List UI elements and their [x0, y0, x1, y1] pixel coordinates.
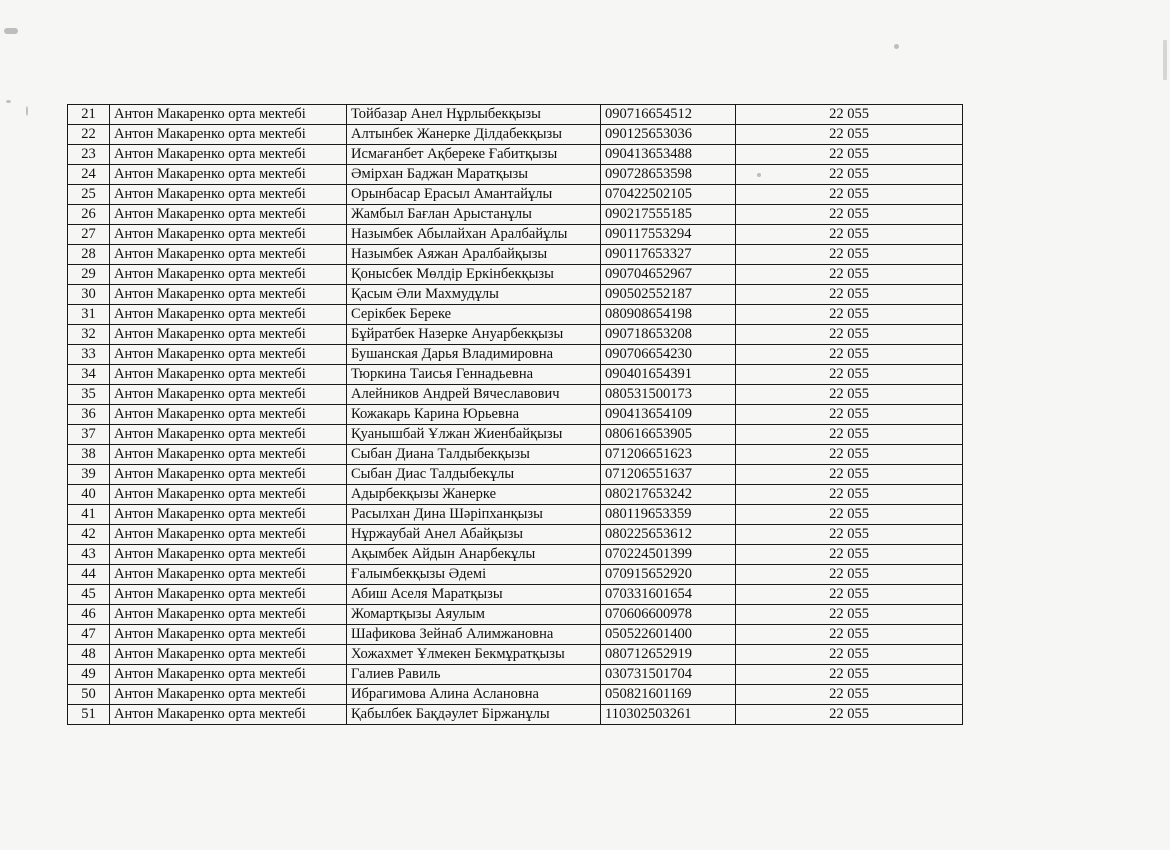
row-number: 41: [68, 505, 110, 525]
row-number: 24: [68, 165, 110, 185]
school-code: 22 055: [736, 365, 963, 385]
school-name: Антон Макаренко орта мектебі: [110, 185, 347, 205]
table-row: [68, 305, 963, 325]
school-code: 22 055: [736, 705, 963, 725]
school-name: Антон Макаренко орта мектебі: [110, 205, 347, 225]
row-number: 22: [68, 125, 110, 145]
row-number: 50: [68, 685, 110, 705]
school-name: Антон Макаренко орта мектебі: [110, 565, 347, 585]
student-name: Алтынбек Жанерке Ділдабекқызы: [347, 125, 601, 145]
row-number: 28: [68, 245, 110, 265]
row-number: 31: [68, 305, 110, 325]
school-name: Антон Макаренко орта мектебі: [110, 425, 347, 445]
student-name: Қабылбек Бақдәулет Біржанұлы: [347, 705, 601, 725]
student-iin: 090413654109: [601, 405, 736, 425]
student-iin: 080712652919: [601, 645, 736, 665]
school-code: 22 055: [736, 565, 963, 585]
school-name: Антон Макаренко орта мектебі: [110, 445, 347, 465]
table-row: [68, 325, 963, 345]
row-number: 39: [68, 465, 110, 485]
scan-speck: [4, 28, 18, 34]
student-name: Қонысбек Мөлдір Еркінбекқызы: [347, 265, 601, 285]
row-number: 35: [68, 385, 110, 405]
school-code: 22 055: [736, 245, 963, 265]
row-number: 34: [68, 365, 110, 385]
school-name: Антон Макаренко орта мектебі: [110, 145, 347, 165]
student-iin: 090125653036: [601, 125, 736, 145]
school-code: 22 055: [736, 105, 963, 125]
school-code: 22 055: [736, 185, 963, 205]
student-iin: 090716654512: [601, 105, 736, 125]
school-code: 22 055: [736, 305, 963, 325]
table-row: [68, 645, 963, 665]
school-name: Антон Макаренко орта мектебі: [110, 685, 347, 705]
table-row: [68, 165, 963, 185]
school-name: Антон Макаренко орта мектебі: [110, 165, 347, 185]
student-iin: 050821601169: [601, 685, 736, 705]
student-name: Кожакарь Карина Юрьевна: [347, 405, 601, 425]
student-name: Назымбек Абылайхан Аралбайұлы: [347, 225, 601, 245]
student-name: Тюркина Таисья Геннадьевна: [347, 365, 601, 385]
student-name: Ибрагимова Алина Аслановна: [347, 685, 601, 705]
student-iin: 090718653208: [601, 325, 736, 345]
student-name: Сыбан Диас Талдыбекұлы: [347, 465, 601, 485]
school-name: Антон Макаренко орта мектебі: [110, 345, 347, 365]
scan-speck: [6, 100, 11, 103]
student-iin: 080217653242: [601, 485, 736, 505]
row-number: 37: [68, 425, 110, 445]
student-iin: 070915652920: [601, 565, 736, 585]
row-number: 30: [68, 285, 110, 305]
student-name: Әмірхан Баджан Маратқызы: [347, 165, 601, 185]
student-name: Қуанышбай Ұлжан Жиенбайқызы: [347, 425, 601, 445]
student-iin: 080908654198: [601, 305, 736, 325]
student-name: Бушанская Дарья Владимировна: [347, 345, 601, 365]
roster-body: [68, 105, 963, 725]
school-name: Антон Макаренко орта мектебі: [110, 265, 347, 285]
school-code: 22 055: [736, 265, 963, 285]
school-code: 22 055: [736, 285, 963, 305]
school-name: Антон Макаренко орта мектебі: [110, 245, 347, 265]
row-number: 26: [68, 205, 110, 225]
school-code: 22 055: [736, 545, 963, 565]
school-code: 22 055: [736, 345, 963, 365]
school-name: Антон Макаренко орта мектебі: [110, 485, 347, 505]
student-iin: 090413653488: [601, 145, 736, 165]
student-iin: 080225653612: [601, 525, 736, 545]
school-code: 22 055: [736, 505, 963, 525]
student-iin: 070422502105: [601, 185, 736, 205]
school-name: Антон Макаренко орта мектебі: [110, 465, 347, 485]
table-row: [68, 285, 963, 305]
student-name: Галиев Равиль: [347, 665, 601, 685]
school-name: Антон Макаренко орта мектебі: [110, 285, 347, 305]
school-name: Антон Макаренко орта мектебі: [110, 105, 347, 125]
scan-speck: [894, 44, 899, 49]
table-row: [68, 425, 963, 445]
student-name: Алейников Андрей Вячеславович: [347, 385, 601, 405]
student-name: Сыбан Диана Талдыбекқызы: [347, 445, 601, 465]
row-number: 33: [68, 345, 110, 365]
student-iin: 090704652967: [601, 265, 736, 285]
school-code: 22 055: [736, 425, 963, 445]
school-code: 22 055: [736, 125, 963, 145]
school-name: Антон Макаренко орта мектебі: [110, 505, 347, 525]
table-row: [68, 265, 963, 285]
school-name: Антон Макаренко орта мектебі: [110, 545, 347, 565]
row-number: 46: [68, 605, 110, 625]
student-name: Исмағанбет Ақбереке Ғабитқызы: [347, 145, 601, 165]
school-code: 22 055: [736, 445, 963, 465]
student-iin: 030731501704: [601, 665, 736, 685]
student-name: Қасым Әли Махмудұлы: [347, 285, 601, 305]
student-name: Абиш Аселя Маратқызы: [347, 585, 601, 605]
student-iin: 090401654391: [601, 365, 736, 385]
table-row: [68, 545, 963, 565]
row-number: 25: [68, 185, 110, 205]
student-iin: 070331601654: [601, 585, 736, 605]
student-iin: 070606600978: [601, 605, 736, 625]
table-row: [68, 145, 963, 165]
row-number: 51: [68, 705, 110, 725]
student-name: Шафикова Зейнаб Алимжановна: [347, 625, 601, 645]
student-name: Адырбекқызы Жанерке: [347, 485, 601, 505]
table-row: [68, 665, 963, 685]
scan-speck: [26, 106, 28, 116]
school-name: Антон Макаренко орта мектебі: [110, 645, 347, 665]
table-row: [68, 225, 963, 245]
row-number: 29: [68, 265, 110, 285]
table-row: [68, 385, 963, 405]
table-row: [68, 465, 963, 485]
school-code: 22 055: [736, 585, 963, 605]
table-row: [68, 685, 963, 705]
student-iin: 080119653359: [601, 505, 736, 525]
student-roster-table: [67, 104, 963, 725]
student-iin: 090728653598: [601, 165, 736, 185]
student-iin: 070224501399: [601, 545, 736, 565]
school-code: 22 055: [736, 605, 963, 625]
school-code: 22 055: [736, 685, 963, 705]
school-name: Антон Макаренко орта мектебі: [110, 125, 347, 145]
row-number: 45: [68, 585, 110, 605]
school-name: Антон Макаренко орта мектебі: [110, 305, 347, 325]
student-name: Нұржаубай Анел Абайқызы: [347, 525, 601, 545]
table-row: [68, 605, 963, 625]
row-number: 23: [68, 145, 110, 165]
table-row: [68, 245, 963, 265]
table-row: [68, 625, 963, 645]
student-iin: 071206651623: [601, 445, 736, 465]
student-name: Жамбыл Бағлан Арыстанұлы: [347, 205, 601, 225]
row-number: 38: [68, 445, 110, 465]
student-iin: 090706654230: [601, 345, 736, 365]
row-number: 36: [68, 405, 110, 425]
student-name: Орынбасар Ерасыл Амантайұлы: [347, 185, 601, 205]
student-name: Назымбек Аяжан Аралбайқызы: [347, 245, 601, 265]
school-code: 22 055: [736, 405, 963, 425]
school-code: 22 055: [736, 485, 963, 505]
school-name: Антон Макаренко орта мектебі: [110, 325, 347, 345]
table-row: [68, 585, 963, 605]
row-number: 49: [68, 665, 110, 685]
student-iin: 080616653905: [601, 425, 736, 445]
school-code: 22 055: [736, 665, 963, 685]
student-name: Расылхан Дина Шәріпханқызы: [347, 505, 601, 525]
student-iin: 110302503261: [601, 705, 736, 725]
school-name: Антон Макаренко орта мектебі: [110, 605, 347, 625]
row-number: 43: [68, 545, 110, 565]
school-code: 22 055: [736, 625, 963, 645]
school-code: 22 055: [736, 205, 963, 225]
row-number: 21: [68, 105, 110, 125]
row-number: 42: [68, 525, 110, 545]
row-number: 40: [68, 485, 110, 505]
student-iin: 090217555185: [601, 205, 736, 225]
table-row: [68, 485, 963, 505]
school-code: 22 055: [736, 145, 963, 165]
school-name: Антон Макаренко орта мектебі: [110, 525, 347, 545]
row-number: 27: [68, 225, 110, 245]
school-code: 22 055: [736, 225, 963, 245]
student-iin: 090502552187: [601, 285, 736, 305]
table-row: [68, 365, 963, 385]
school-name: Антон Макаренко орта мектебі: [110, 385, 347, 405]
table-row: [68, 505, 963, 525]
row-number: 47: [68, 625, 110, 645]
table-row: [68, 105, 963, 125]
school-name: Антон Макаренко орта мектебі: [110, 365, 347, 385]
table-row: [68, 185, 963, 205]
school-code: 22 055: [736, 465, 963, 485]
school-name: Антон Макаренко орта мектебі: [110, 625, 347, 645]
student-iin: 090117653327: [601, 245, 736, 265]
school-name: Антон Макаренко орта мектебі: [110, 225, 347, 245]
student-name: Ақымбек Айдын Анарбекұлы: [347, 545, 601, 565]
student-name: Тойбазар Анел Нұрлыбекқызы: [347, 105, 601, 125]
table-row: [68, 345, 963, 365]
student-iin: 090117553294: [601, 225, 736, 245]
school-name: Антон Макаренко орта мектебі: [110, 405, 347, 425]
student-name: Жомартқызы Аяулым: [347, 605, 601, 625]
student-iin: 080531500173: [601, 385, 736, 405]
row-number: 48: [68, 645, 110, 665]
student-iin: 071206551637: [601, 465, 736, 485]
table-row: [68, 125, 963, 145]
school-code: 22 055: [736, 525, 963, 545]
school-name: Антон Макаренко орта мектебі: [110, 585, 347, 605]
row-number: 44: [68, 565, 110, 585]
student-name: Серікбек Береке: [347, 305, 601, 325]
scan-speck: [1163, 40, 1167, 80]
table-row: [68, 565, 963, 585]
student-name: Хожахмет Ұлмекен Бекмұратқызы: [347, 645, 601, 665]
table-row: [68, 205, 963, 225]
school-code: 22 055: [736, 165, 963, 185]
school-code: 22 055: [736, 645, 963, 665]
school-code: 22 055: [736, 385, 963, 405]
table-row: [68, 525, 963, 545]
school-name: Антон Макаренко орта мектебі: [110, 665, 347, 685]
table-row: [68, 405, 963, 425]
student-name: Ғалымбекқызы Әдемі: [347, 565, 601, 585]
student-iin: 050522601400: [601, 625, 736, 645]
student-name: Бұйратбек Назерке Ануарбекқызы: [347, 325, 601, 345]
table-row: [68, 705, 963, 725]
row-number: 32: [68, 325, 110, 345]
table-row: [68, 445, 963, 465]
school-code: 22 055: [736, 325, 963, 345]
school-name: Антон Макаренко орта мектебі: [110, 705, 347, 725]
